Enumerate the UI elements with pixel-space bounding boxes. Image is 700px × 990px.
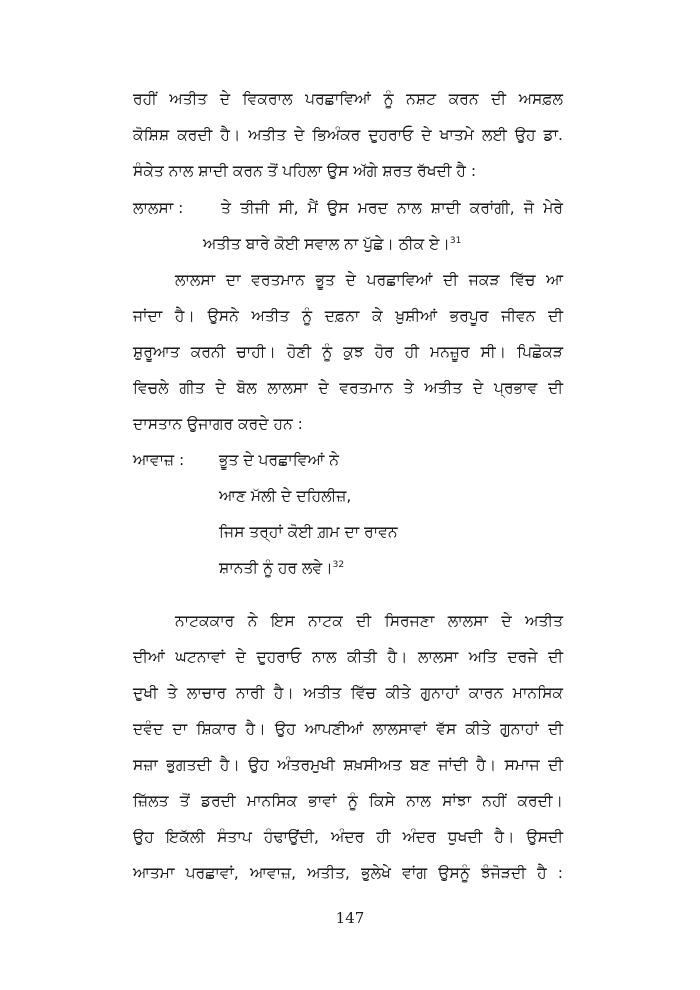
text-line: ਆਤਮਾ ਪਰਛਾਵਾਂ, ਆਵਾਜ਼, ਅਤੀਤ, ਭੁਲੇਖੇ ਵਾਂਗ ਉਸਨੂੰ ਝੰਜੋੜਦੀ ਹੈ :: [133, 864, 563, 882]
speaker-label: ਆਵਾਜ਼ :: [133, 451, 185, 469]
text-line: ਲਾਲਸਾ ਦਾ ਵਰਤਮਾਨ ਭੂਤ ਦੇ ਪਰਛਾਵਿਆਂ ਦੀ ਜਕੜ ਵਿੱਚ ਆ: [175, 271, 563, 289]
text-line: ਦੁਖੀ ਤੇ ਲਾਚਾਰ ਨਾਰੀ ਹੈ। ਅਤੀਤ ਵਿੱਚ ਕੀਤੇ ਗੁਨਾਹਾਂ ਕਾਰਨ ਮਾਨਸਿਕ: [133, 684, 563, 702]
text-line: ਜਾਂਦਾ ਹੈ। ਉਸਨੇ ਅਤੀਤ ਨੂੰ ਦਫ਼ਨਾ ਕੇ ਖ਼ੁਸ਼ੀਆਂ ਭਰਪੂਰ ਜੀਵਨ ਦੀ: [133, 307, 563, 325]
footnote-ref: 31: [449, 235, 462, 246]
text-line: ਉਹ ਇਕੱਲੀ ਸੰਤਾਪ ਹੰਢਾਉਂਦੀ, ਅੰਦਰ ਹੀ ਅੰਦਰ ਧੁਖਦੀ ਹੈ। ਉਸਦੀ: [133, 828, 563, 846]
text-line: ਦਵੰਦ ਦਾ ਸ਼ਿਕਾਰ ਹੈ। ਉਹ ਆਪਣੀਆਂ ਲਾਲਸਾਵਾਂ ਵੱਸ ਕੀਤੇ ਗੁਨਾਹਾਂ ਦੀ: [133, 720, 563, 738]
text-line: ਕੋਸ਼ਿਸ਼ ਕਰਦੀ ਹੈ। ਅਤੀਤ ਦੇ ਭਿਅੰਕਰ ਦੁਹਰਾਓ ਦੇ ਖਾਤਮੇ ਲਈ ਉਹ ਡਾ.: [133, 126, 563, 144]
page-number: 147: [335, 909, 365, 927]
verse-line: ਭੂਤ ਦੇ ਪਰਛਾਵਿਆਂ ਨੇ: [219, 451, 339, 469]
text-line: ਨਾਟਕਕਾਰ ਨੇ ਇਸ ਨਾਟਕ ਦੀ ਸਿਰਜਣਾ ਲਾਲਸਾ ਦੇ ਅਤੀਤ: [175, 612, 563, 630]
text-line: ਰਹੀਂ ਅਤੀਤ ਦੇ ਵਿਕਰਾਲ ਪਰਛਾਵਿਆਂ ਨੂੰ ਨਸ਼ਟ ਕਰਨ ਦੀ ਅਸਫ਼ਲ: [133, 90, 563, 108]
text-line: ਦੀਆਂ ਘਟਨਾਵਾਂ ਦੇ ਦੁਹਰਾਓ ਨਾਲ ਕੀਤੀ ਹੈ। ਲਾਲਸਾ ਅਤਿ ਦਰਜੇ ਦੀ: [133, 648, 563, 666]
dialogue-line: ਤੇ ਤੀਜੀ ਸੀ, ਮੈਂ ਉਸ ਮਰਦ ਨਾਲ ਸ਼ਾਦੀ ਕਰਾਂਗੀ, ਜੋ ਮੇਰੇ: [221, 199, 563, 217]
speaker-label: ਲਾਲਸਾ :: [133, 199, 184, 217]
verse-line: [219, 557, 344, 579]
verse-text: ਸ਼ਾਨਤੀ ਨੂੰ ਹਰ ਲਵੇ।: [219, 559, 333, 577]
text-line: ਸਜ਼ਾ ਭੁਗਤਦੀ ਹੈ। ਉਹ ਅੰਤਰਮੁਖੀ ਸ਼ਖ਼ਸੀਅਤ ਬਣ ਜਾਂਦੀ ਹੈ। ਸਮਾਜ ਦੀ: [133, 756, 563, 774]
text-line: ਜ਼ਿੱਲਤ ਤੋਂ ਡਰਦੀ ਮਾਨਸਿਕ ਭਾਵਾਂ ਨੂੰ ਕਿਸੇ ਨਾਲ ਸਾਂਝਾ ਨਹੀਂ ਕਰਦੀ।: [133, 792, 563, 810]
dialogue-line: [203, 233, 461, 255]
dialogue-text: ਅਤੀਤ ਬਾਰੇ ਕੋਈ ਸਵਾਲ ਨਾ ਪੁੱਛੇ। ਠੀਕ ਏ।: [203, 235, 450, 253]
verse-line: ਜਿਸ ਤਰ੍ਹਾਂ ਕੋਈ ਗ਼ਮ ਦਾ ਰਾਵਨ: [219, 523, 398, 541]
footnote-ref: 32: [332, 559, 345, 570]
text-line: ਸੰਕੇਤ ਨਾਲ ਸ਼ਾਦੀ ਕਰਨ ਤੋਂ ਪਹਿਲਾ ਉਸ ਅੱਗੇ ਸ਼ਰਤ ਰੱਖਦੀ ਹੈ :: [133, 162, 477, 180]
verse-line: ਆਣ ਮੱਲੀ ਦੇ ਦਹਿਲੀਜ਼,: [219, 487, 352, 505]
text-line: ਦਾਸਤਾਨ ਉਜਾਗਰ ਕਰਦੇ ਹਨ :: [133, 415, 303, 433]
text-line: ਵਿਚਲੇ ਗੀਤ ਦੇ ਬੋਲ ਲਾਲਸਾ ਦੇ ਵਰਤਮਾਨ ਤੇ ਅਤੀਤ ਦੇ ਪ੍ਰਭਾਵ ਦੀ: [133, 379, 563, 397]
text-line: ਸ਼ੁਰੂਆਤ ਕਰਨੀ ਚਾਹੀ। ਹੋਣੀ ਨੂੰ ਕੁਝ ਹੋਰ ਹੀ ਮਨਜ਼ੂਰ ਸੀ। ਪਿਛੋਕੜ: [133, 343, 563, 361]
